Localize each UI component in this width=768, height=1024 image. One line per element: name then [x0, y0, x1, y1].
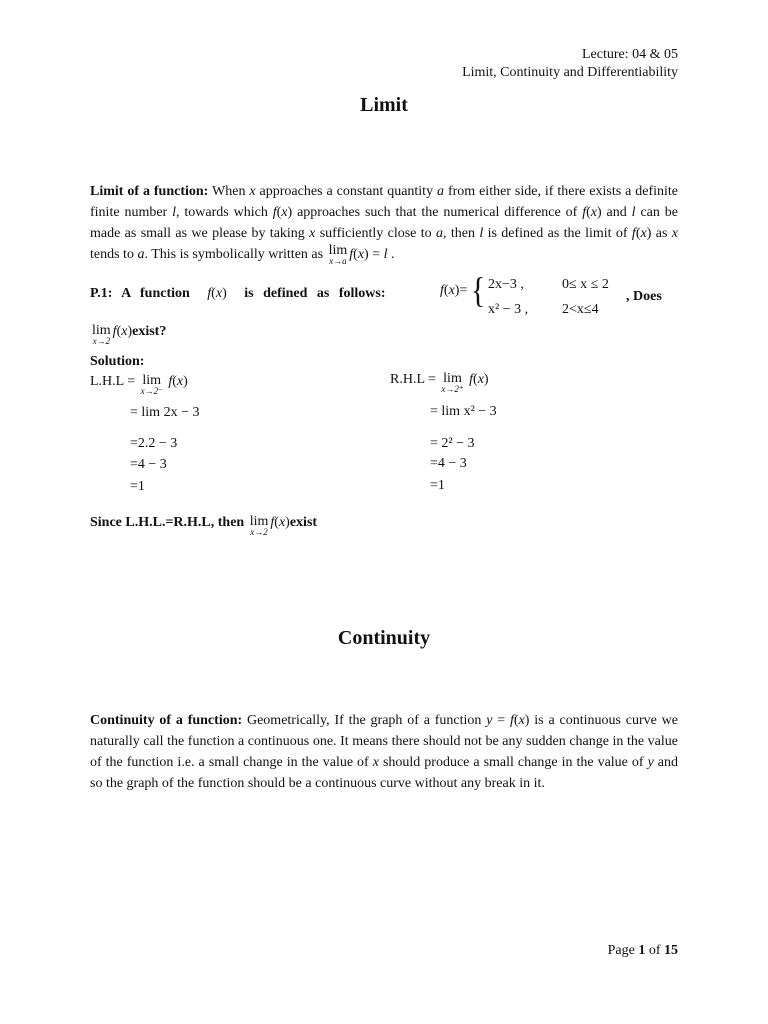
rhl-label: R.H.L =	[390, 372, 436, 387]
rhl-step-2: = 2² − 3	[430, 436, 475, 451]
piecewise-case-1-condition: 0≤ x ≤ 2	[562, 277, 609, 292]
limit-definition-label: Limit of a function:	[90, 184, 209, 199]
conclusion-text: Since L.H.L.=R.H.L, then	[90, 515, 245, 530]
lecture-number: Lecture: 04 & 05	[581, 47, 678, 62]
piecewise-case-1: 2x−3 ,	[488, 277, 524, 292]
limit-title: Limit	[360, 94, 408, 116]
rhl-heading: R.H.L = lim x→2⁺ f(x)	[390, 371, 489, 394]
lhl-step-1: = lim 2x − 3	[130, 405, 200, 420]
solution-label: Solution:	[90, 354, 145, 369]
limit-definition: Limit of a function: When x approaches a constant quantity a from either side, if there exists a definite finite number l, towards which f(x) approaches such that the numerical difference of f(x) and l can be made as small as we please by taking x sufficiently close to a, then l is defined as the limit of f(x) as x tends to a. This is symbolically written as lim x→a f(x) = l .	[90, 184, 679, 266]
problem-does: , Does	[626, 289, 662, 304]
continuity-definition: Continuity of a function: Geometrically, If the graph of a function y = f(x) is a continuous curve we naturally call the function a continuous one. It means there should not be any sudden change in the value of the function i.e. a small change in the value of x should produce a small change in the value of y and so the graph of the function should be a continuous curve without any break in it.	[90, 713, 678, 791]
lhl-step-4: =1	[130, 479, 145, 494]
continuity-title: Continuity	[337, 627, 431, 649]
continuity-definition-label: Continuity of a function:	[90, 713, 243, 728]
problem-mid-text: is defined as follows:	[244, 286, 386, 301]
rhl-step-4: =1	[430, 478, 445, 493]
rhl-step-1: = lim x² − 3	[430, 404, 497, 419]
problem-question: lim x→2 f(x)exist?	[92, 323, 167, 346]
problem-statement: P.1: A function f(x) is defined as follows:	[90, 286, 386, 301]
lhl-step-3: =4 − 3	[130, 457, 167, 472]
page-word: Page	[607, 943, 635, 958]
page-of: of	[648, 943, 661, 958]
piecewise-case-2: x² − 3 ,	[488, 302, 529, 317]
page-number	[608, 943, 678, 959]
lhl-heading: L.H.L = lim x→2⁻ f(x)	[90, 373, 188, 396]
rhl-step-3: =4 − 3	[430, 456, 467, 471]
lecture-topic: Limit, Continuity and Differentiability	[462, 65, 678, 80]
piecewise-function: f(x)= {	[440, 270, 486, 311]
problem-label: P.1: A function	[90, 286, 190, 301]
conclusion-exist: exist	[289, 515, 318, 530]
page-current: 1	[638, 943, 646, 958]
lhl-label: L.H.L =	[90, 374, 136, 389]
problem-exist: exist?	[132, 324, 167, 339]
lhl-step-2: =2.2 − 3	[130, 436, 178, 451]
conclusion: Since L.H.L.=R.H.L, then lim x→2 f(x)exist	[90, 514, 318, 537]
piecewise-case-2-condition: 2<x≤4	[562, 302, 599, 317]
page-total: 15	[664, 943, 678, 958]
